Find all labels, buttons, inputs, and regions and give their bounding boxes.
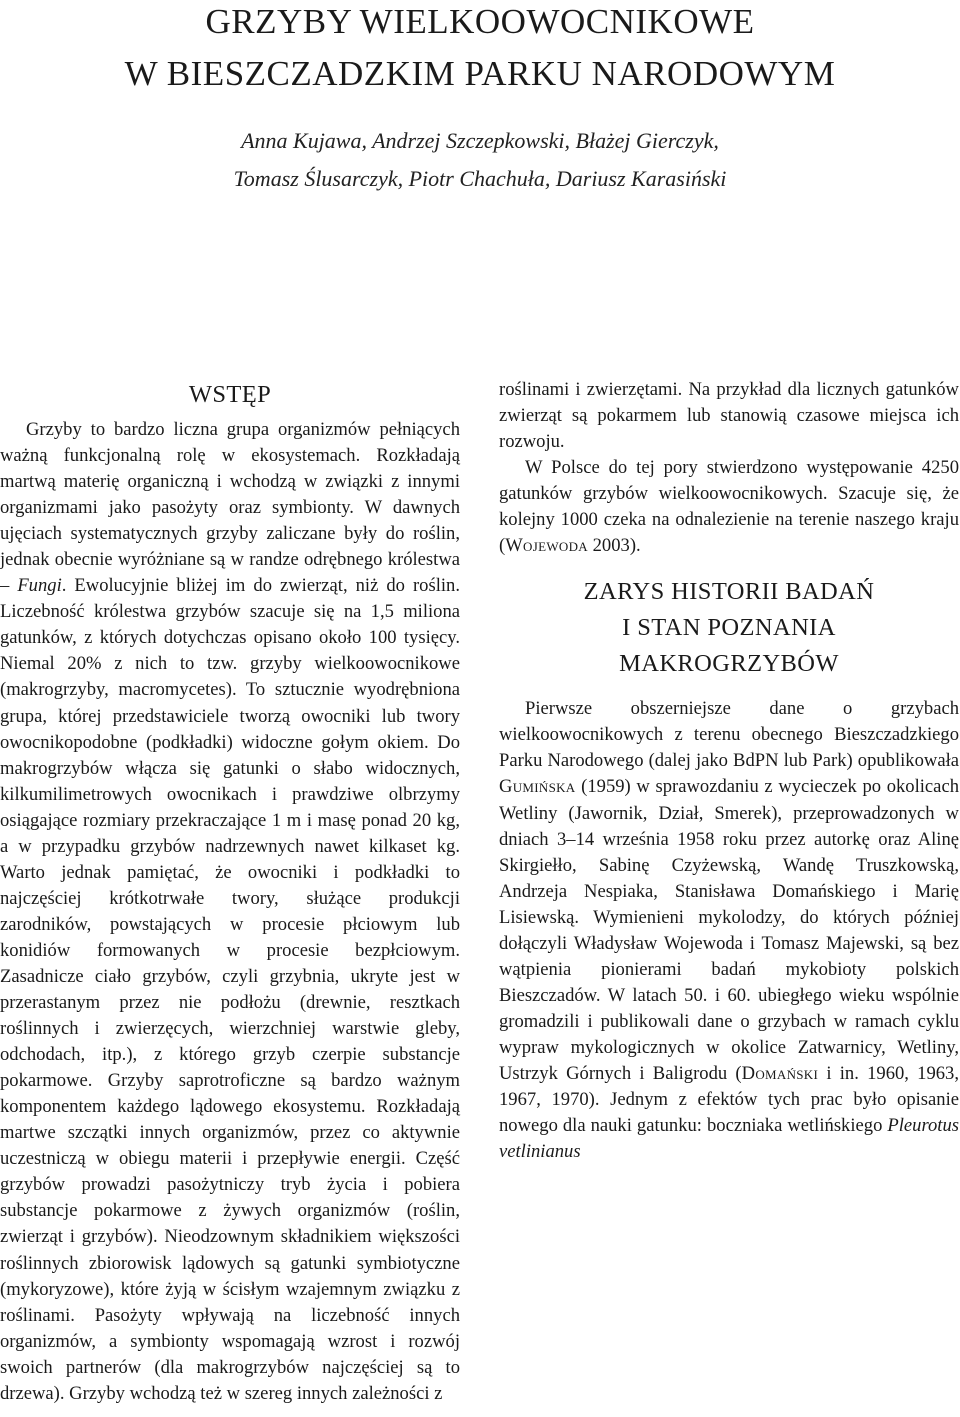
authors-line-1: Anna Kujawa, Andrzej Szczepkowski, Błażej Gierczyk,	[241, 128, 719, 153]
intro-paragraph-1: Grzyby to bardzo liczna grupa organizmów pełniących ważną funkcjonalną rolę w ekosystemach. Rozkładają martwą materię organiczną i wchodzą w związki z innymi organizmami jako pasożyty oraz symbionty. W dawnych ujęciach systematycznych grzyby zaliczane były do roślin, jednak obecnie wyróżniane są w randze odrębnego królestwa – Fungi. Ewolucyjnie bliżej im do zwierząt, niż do roślin. Liczebność królestwa grzybów szacuje się na 1,5 miliona gatunków, z których dotychczas opisano około 100 tysięcy. Niemal 20% z nich to tzw. grzyby wielkoowocnikowe (makrogrzyby, macromycetes). To sztucznie wyodrębniona grupa, której przedstawiciele tworzą owocniki lub twory owocnikopodobne (podkładki) widoczne gołym okiem. Do makrogrzybów włącza się gatunki o słabo widocznych, kilkumilimetrowych owocnikach i prawdziwe olbrzymy osiągające rozmiary przekraczające 1 m i masę ponad 20 kg, a w przypadku grzybów nadrzewnych nawet kilkaset kg. Warto jednak pamiętać, że owocniki i podkładki to najczęściej krótkotrwałe twory, służące produkcji zarodników, powstających w procesie płciowym lub konidiów formowanych w procesie bezpłciowym. Zasadnicze ciało grzybów, czyli grzybnia, ukryte jest w przerastanym przez nie podłożu (drewnie, resztkach roślinnych i zwierzęcych, wierzchniej warstwie gleby, odchodach, itp.), z którego grzyb czerpie substancje pokarmowe. Grzyby saprotroficzne są bardzo ważnym komponentem każdego lądowego ekosystemu. Rozkładają martwe szczątki innych organizmów, przez co aktywnie uczestniczą w obiegu materii i przepływie energii. Część grzybów prowadzi pasożytniczy tryb życia i pobiera substancje pokarmowe z żywych organizmów (roślin, zwierząt i grzybów). Nieodzownym składnikiem większości roślinnych zbiorowisk lądowych są gatunki symbiotyczne (mykoryzowe), które żyją w ścisłym wzajemnym związku z roślinami. Pasożyty wpływają na liczebność innych organizmów, a symbionty wspomagają wzrost i rozwój swoich partnerów (dla makrogrzybów najczęściej są to drzewa). Grzyby wchodzą też w szereg innych zależności z	[0, 419, 460, 1404]
fungi-term: Fungi	[17, 575, 62, 597]
title-line-2: W BIESZCZADZKIM PARKU NARODOWYM	[124, 54, 836, 93]
citation-author: Wojewoda	[505, 535, 588, 557]
species-name: Pleurotus vetlinianus	[499, 1115, 959, 1163]
title-line-1: GRZYBY WIELKOOWOCNIKOWE	[205, 2, 755, 41]
left-column	[0, 377, 460, 1407]
citation-author: Gumińska	[499, 776, 576, 798]
right-column	[499, 377, 959, 1165]
section-heading-intro: WSTĘP	[188, 381, 272, 408]
history-paragraph-1: Pierwsze obszerniejsze dane o grzybach wielkoowocnikowych z terenu obecnego Bieszczadzkiego Parku Narodowego (dalej jako BdPN lub Park) opublikowała Gumińska (1959) w sprawozdaniu z wycieczek po okolicach Wetliny (Jawornik, Dział, Smerek), przeprowadzonych w dniach 3–14 września 1958 roku przez autorkę oraz Alinę Skirgiełło, Sabinę Czyżewską, Wandę Truszkowską, Andrzeja Nespiaka, Stanisława Domańskiego i Marię Lisiewską. Wymienieni mykolodzy, do których później dołączyli Władysław Wojewoda i Tomasz Majewski, są bez wątpienia pionierami badań mykobioty polskich Bieszczadów. W latach 50. i 60. ubiegłego wieku wspólnie gromadzili i publikowali dane o grzybach w ramach cyklu wypraw mykologicznych w okolice Zatwarnicy, Wetliny, Ustrzyk Górnych i Baligrodu (Domański i in. 1960, 1963, 1967, 1970). Jednym z efektów tych prac było opisanie nowego dla nauki gatunku: boczniaka wetlińskiego Pleurotus vetlinianus	[499, 698, 960, 1163]
intro-paragraph-1: roślinami i zwierzętami. Na przykład dla licznych gatunków zwierząt są pokarmem lub stanowią czasowe miejsca ich rozwoju.	[499, 379, 959, 453]
section-heading-history: ZARYS HISTORII BADAŃ I STAN POZNANIA MAKROGRZYBÓW	[583, 578, 875, 678]
authors-line-2: Tomasz Ślusarczyk, Piotr Chachuła, Dariusz Karasiński	[233, 166, 727, 191]
authors	[0, 122, 960, 198]
citation-author: Domański	[741, 1062, 819, 1084]
intro-paragraph-2: W Polsce do tej pory stwierdzono występowanie 4250 gatunków grzybów wielkoowocnikowych. Szacuje się, że kolejny 1000 czeka na odnalezienie na terenie naszego kraju (Wojewoda 2003).	[499, 457, 959, 557]
